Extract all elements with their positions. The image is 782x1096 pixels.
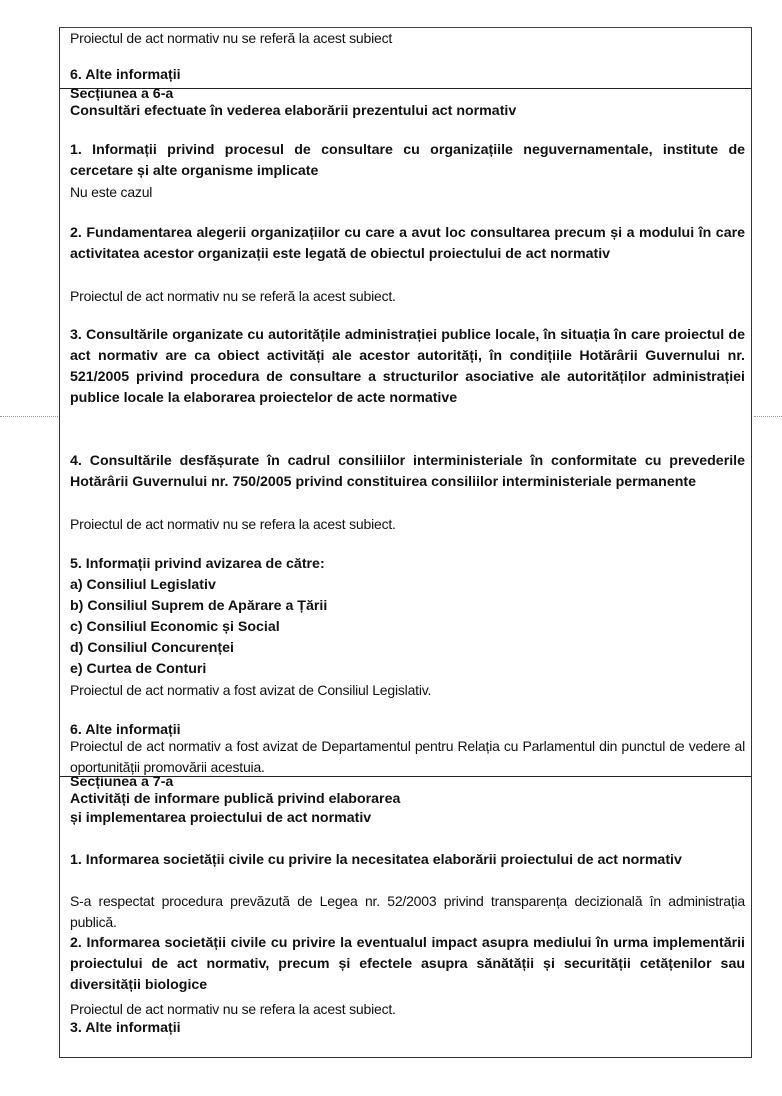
section-6-title: Secțiunea a 6-a	[70, 86, 174, 102]
s6-item-5-option-d: d) Consiliul Concurenței	[70, 640, 234, 656]
s6-item-6-heading: 6. Alte informații	[70, 722, 181, 738]
s7-item-1-heading: 1. Informarea societății civile cu privire la necesitatea elaborării proiectului de act normativ	[70, 852, 682, 868]
s6-item-1-body: Nu este cazul	[70, 184, 153, 200]
section-7-subtitle-line-1: Activități de informare publică privind elaborarea	[70, 791, 401, 807]
s7-item-3-heading: 3. Alte informații	[70, 1020, 181, 1036]
s6-item-5-option-c: c) Consiliul Economic și Social	[70, 619, 280, 635]
section-7-title: Secțiunea a 7-a	[70, 774, 174, 790]
s6-item-4-body: Proiectul de act normativ nu se refera la acest subiect.	[70, 516, 396, 532]
s6-item-5-body: Proiectul de act normativ a fost avizat de Consiliul Legislativ.	[70, 682, 432, 698]
scan-artifact-line-left	[0, 416, 58, 417]
s6-item-3-heading: 3. Consultările organizate cu autoritățile administrației publice locale, în situația în care proiectul de act normativ are ca obiect activități ale acestor autorități, în condițiile Hotărârii Guvernului nr. 521/2005 privind procedura de consultare a structurilor asociative ale autorităților administrației publice locale la elaborarea proiectelor de acte normative	[70, 327, 745, 406]
s6-item-5-option-a: a) Consiliul Legislativ	[70, 577, 216, 593]
s7-item-2-body: Proiectul de act normativ nu se refera la acest subiect.	[70, 1001, 396, 1017]
s6-item-6-body: Proiectul de act normativ a fost avizat de Departamentul pentru Relația cu Parlamentul din punctul de vedere al oportunității promovării acestuia.	[70, 738, 745, 775]
previous-section-cell	[59, 27, 752, 89]
previous-section-other-info-heading: 6. Alte informații	[70, 67, 181, 83]
section-6-cell	[59, 88, 752, 777]
s6-item-5-option-b: b) Consiliul Suprem de Apărare a Țării	[70, 598, 328, 614]
section-7-subtitle-line-2: și implementarea proiectului de act normativ	[70, 810, 372, 826]
section-7-cell	[59, 776, 752, 1058]
s6-item-5-option-e: e) Curtea de Conturi	[70, 661, 207, 677]
s6-item-2-heading: 2. Fundamentarea alegerii organizațiilor cu care a avut loc consultarea precum și a modului în care activitatea acestor organizații este legată de obiectul proiectului de act normativ	[70, 225, 745, 262]
s6-item-2-body: Proiectul de act normativ nu se referă la acest subiect.	[70, 288, 396, 304]
scan-artifact-line-right	[754, 416, 782, 417]
s7-item-2-heading: 2. Informarea societății civile cu privire la eventualul impact asupra mediului în urma implementării proiectului de act normativ, precum și efectele asupra sănătății și securității cetățenilor sau diversității biologice	[70, 935, 745, 993]
s6-item-1-heading: 1. Informații privind procesul de consultare cu organizațiile neguvernamentale, institute de cercetare și alte organisme implicate	[70, 142, 745, 179]
previous-section-note: Proiectul de act normativ nu se referă la acest subiect	[70, 30, 393, 46]
s6-item-4-heading: 4. Consultările desfășurate în cadrul consiliilor interministeriale în conformitate cu prevederile Hotărârii Guvernului nr. 750/2005 privind constituirea consiliilor interministeriale permanente	[70, 453, 745, 490]
s7-item-1-body: S-a respectat procedura prevăzută de Legea nr. 52/2003 privind transparența decizională în administrația publică.	[70, 893, 745, 930]
section-6-subtitle: Consultări efectuate în vederea elaborării prezentului act normativ	[70, 103, 517, 119]
s6-item-5-heading: 5. Informații privind avizarea de către:	[70, 556, 325, 572]
